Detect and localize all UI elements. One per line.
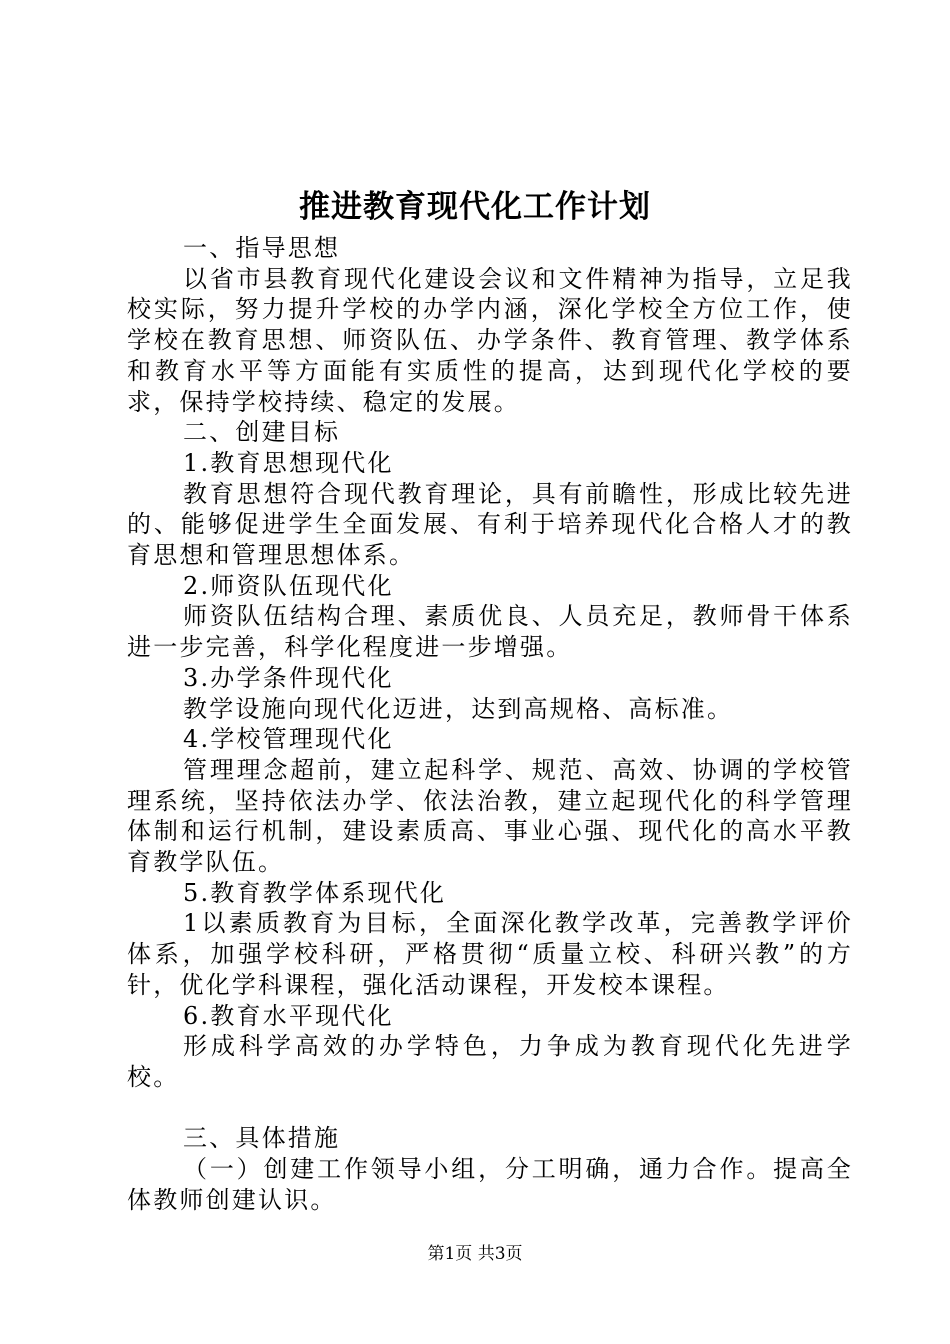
- goal-paragraph-4: 管理理念超前，建立起科学、规范、高效、协调的学校管理系统，坚持依法办学、依法治教，建立起现代化的科学管理体制和运行机制，建设素质高、事业心强、现代化的高水平教育教学队伍。: [127, 755, 853, 877]
- measure-paragraph-1: （一）创建工作领导小组，分工明确，通力合作。提高全体教师创建认识。: [127, 1155, 853, 1214]
- goal-heading-2: 2.师资队伍现代化: [183, 571, 394, 600]
- section-heading-goals: 二、创建目标: [183, 418, 341, 447]
- goal-paragraph-3: 教学设施向现代化迈进，达到高规格、高标准。: [183, 694, 734, 723]
- section-heading-measures: 三、具体措施: [183, 1124, 341, 1153]
- blank-line: [127, 1093, 853, 1124]
- goal-heading-3: 3.办学条件现代化: [183, 663, 394, 692]
- goal-heading-6: 6.教育水平现代化: [183, 1001, 394, 1030]
- section-heading-guiding-ideology: 一、指导思想: [183, 234, 341, 262]
- goal-heading-4: 4.学校管理现代化: [183, 725, 394, 754]
- document-title: 推进教育现代化工作计划: [299, 189, 651, 225]
- goal-heading-1: 1.教育思想现代化: [183, 448, 394, 477]
- goal-paragraph-6: 形成科学高效的办学特色，力争成为教育现代化先进学校。: [127, 1032, 853, 1091]
- paragraph-guiding-ideology: 以省市县教育现代化建设会议和文件精神为指导，立足我校实际，努力提升学校的办学内涵，深化学校全方位工作，使学校在教育思想、师资队伍、办学条件、教育管理、教学体系和教育水平等方面能有实质性的提高，达到现代化学校的要求，保持学校持续、稳定的发展。: [127, 264, 853, 416]
- goal-paragraph-2: 师资队伍结构合理、素质优良、人员充足，教师骨干体系进一步完善，科学化程度进一步增强。: [127, 602, 853, 662]
- goal-paragraph-5: 1以素质教育为目标，全面深化教学改革，完善教学评价体系，加强学校科研，严格贯彻“质量立校、科研兴教”的方针，优化学科课程，强化活动课程，开发校本课程。: [127, 909, 853, 999]
- document-body: [127, 233, 853, 1215]
- goal-heading-5: 5.教育教学体系现代化: [183, 878, 447, 907]
- page-footer: 第1页 共3页: [427, 1244, 523, 1264]
- goal-paragraph-1: 教育思想符合现代教育理论，具有前瞻性，形成比较先进的、能够促进学生全面发展、有利于培养现代化合格人才的教育思想和管理思想体系。: [127, 479, 853, 570]
